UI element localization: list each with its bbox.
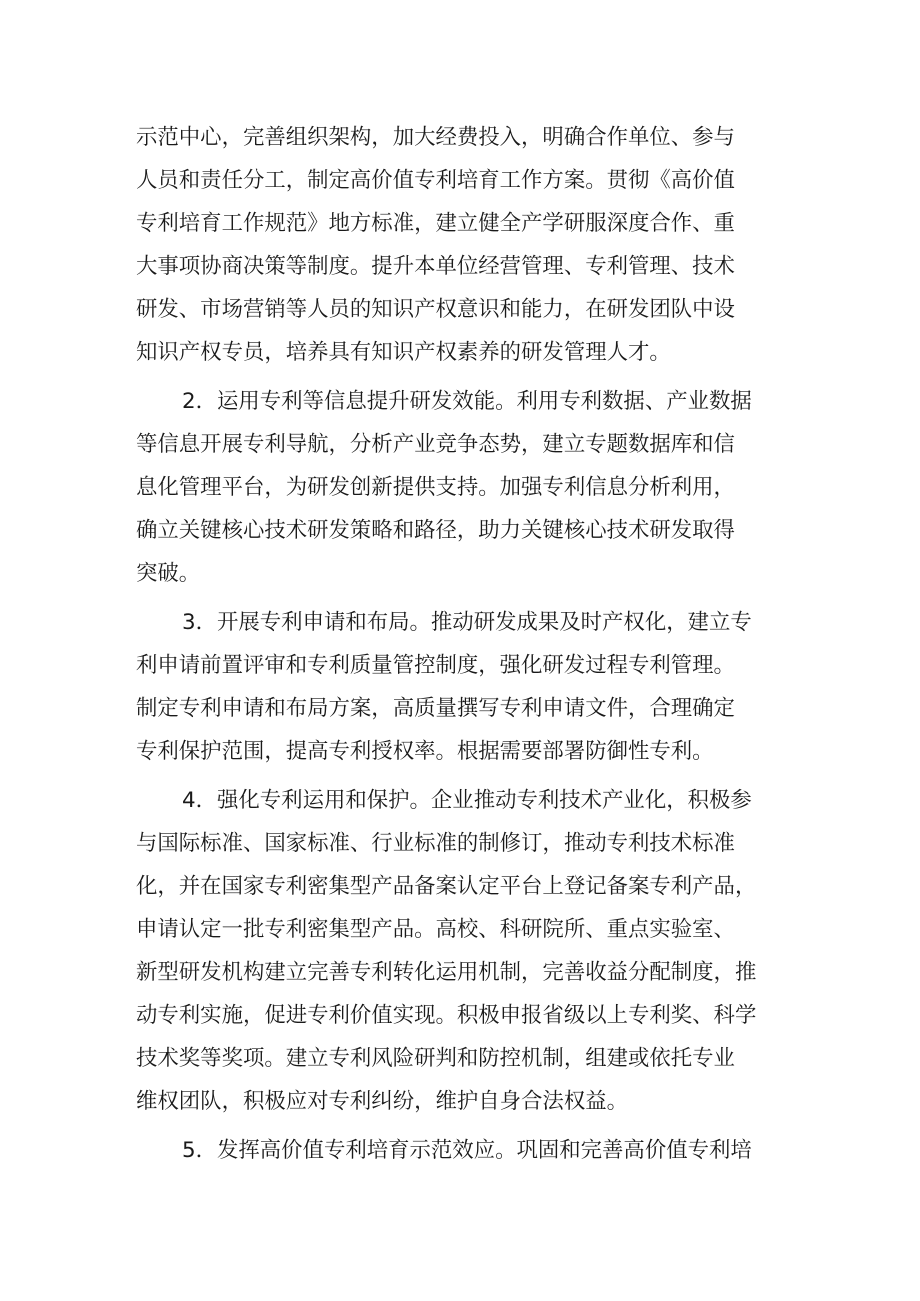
text-line: 利申请前置评审和专利质量管控制度，强化研发过程专利管理。 [136, 653, 735, 678]
text-line: 新型研发机构建立完善专利转化运用机制，完善收益分配制度，推 [136, 960, 757, 985]
text-line: 申请认定一批专利密集型产品。高校、科研院所、重点实验室、 [136, 917, 735, 942]
text-line: 动专利实施，促进专利价值实现。积极申报省级以上专利奖、科学 [136, 1003, 757, 1028]
text-line: 专利培育工作规范》地方标准，建立健全产学研服深度合作、重 [136, 211, 735, 236]
text-line: 化，并在国家专利密集型产品备案认定平台上登记备案专利产品， [136, 874, 757, 899]
text-line-first: 5．发挥高价值专利培育示范效应。巩固和完善高价值专利培 [182, 1138, 752, 1163]
text-line: 专利保护范围，提高专利授权率。根据需要部署防御性专利。 [136, 739, 714, 764]
text-line: 制定专利申请和布局方案，高质量撰写专利申请文件，合理确定 [136, 696, 735, 721]
text-line: 息化管理平台，为研发创新提供支持。加强专利信息分析利用， [136, 475, 735, 500]
text-line: 示范中心，完善组织架构，加大经费投入，明确合作单位、参与 [136, 125, 735, 150]
text-line: 维权团队，积极应对专利纠纷，维护自身合法权益。 [136, 1089, 628, 1114]
text-line: 突破。 [136, 561, 201, 586]
text-line-first: 4．强化专利运用和保护。企业推动专利技术产业化，积极参 [182, 788, 752, 813]
paragraph-5 [136, 1129, 796, 1172]
text-line: 研发、市场营销等人员的知识产权意识和能力，在研发团队中设 [136, 297, 735, 322]
text-line: 知识产权专员，培养具有知识产权素养的研发管理人才。 [136, 340, 671, 365]
text-line: 与国际标准、国家标准、行业标准的制修订，推动专利技术标准 [136, 831, 735, 856]
paragraph-3 [136, 601, 796, 773]
text-line: 技术奖等奖项。建立专利风险研判和防控机制，组建或依托专业 [136, 1046, 735, 1071]
text-line: 大事项协商决策等制度。提升本单位经营管理、专利管理、技术 [136, 254, 735, 279]
document-body [136, 116, 796, 1172]
text-line: 人员和责任分工，制定高价值专利培育工作方案。贯彻《高价值 [136, 168, 735, 193]
paragraph-1 [136, 116, 796, 374]
text-line-first: 3．开展专利申请和布局。推动研发成果及时产权化，建立专 [182, 610, 752, 635]
text-line-first: 2．运用专利等信息提升研发效能。利用专利数据、产业数据 [182, 389, 752, 414]
text-line: 等信息开展专利导航，分析产业竞争态势，建立专题数据库和信 [136, 432, 735, 457]
text-line: 确立关键核心技术研发策略和路径，助力关键核心技术研发取得 [136, 518, 735, 543]
paragraph-2 [136, 380, 796, 595]
paragraph-4 [136, 779, 796, 1123]
